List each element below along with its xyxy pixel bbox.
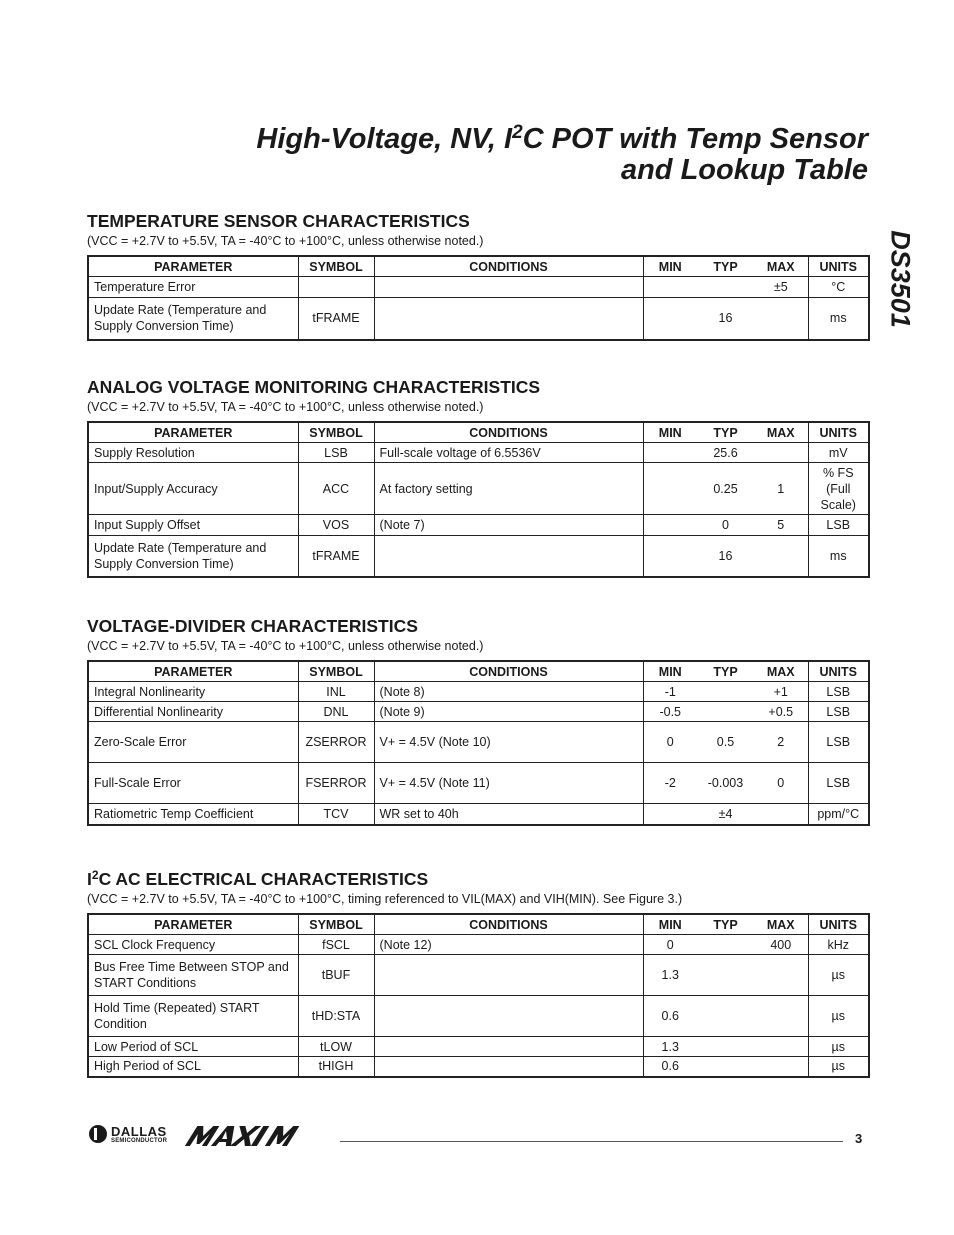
header-min: MIN <box>643 661 697 682</box>
cell-conditions <box>374 536 643 577</box>
maxim-logo <box>182 1124 332 1148</box>
cell-min <box>643 804 697 825</box>
cell-min: 0.6 <box>643 1057 697 1077</box>
cell-units: µs <box>808 1037 869 1057</box>
header-symbol: SYMBOL <box>298 661 374 682</box>
table-header-row <box>88 256 869 277</box>
cell-conditions: V+ = 4.5V (Note 11) <box>374 763 643 804</box>
cell-parameter: Hold Time (Repeated) START Condition <box>88 996 298 1037</box>
cell-max: ±5 <box>754 277 808 298</box>
cell-min: 1.3 <box>643 955 697 996</box>
cell-parameter: Update Rate (Temperature and Supply Conversion Time) <box>88 536 298 577</box>
conditions-note: (VCC = +2.7V to +5.5V, TA = -40°C to +100°C, unless otherwise noted.) <box>87 234 484 248</box>
i2c-ac-table <box>87 913 870 1078</box>
cell-parameter: SCL Clock Frequency <box>88 935 298 955</box>
header-symbol: SYMBOL <box>298 914 374 935</box>
header-units: UNITS <box>808 422 869 443</box>
cell-max: +1 <box>754 682 808 702</box>
temp-sensor-table <box>87 255 870 341</box>
header-conditions: CONDITIONS <box>374 256 643 277</box>
cell-parameter: Supply Resolution <box>88 443 298 463</box>
cell-min <box>643 515 697 536</box>
page-number: 3 <box>855 1131 863 1146</box>
table-row <box>88 682 869 702</box>
table-row <box>88 996 869 1037</box>
table-row <box>88 1057 869 1077</box>
cell-typ <box>697 682 754 702</box>
cell-typ: 0.5 <box>697 722 754 763</box>
cell-typ: 16 <box>697 298 754 340</box>
page-title <box>256 124 868 186</box>
cell-min: -1 <box>643 682 697 702</box>
table-row <box>88 702 869 722</box>
cell-units: ms <box>808 298 869 340</box>
table-row <box>88 955 869 996</box>
cell-typ <box>697 702 754 722</box>
section-title: TEMPERATURE SENSOR CHARACTERISTICS <box>87 211 470 231</box>
cell-units: LSB <box>808 682 869 702</box>
cell-parameter: Full-Scale Error <box>88 763 298 804</box>
cell-max <box>754 443 808 463</box>
header-min: MIN <box>643 422 697 443</box>
cell-units: kHz <box>808 935 869 955</box>
cell-min <box>643 443 697 463</box>
header-parameter: PARAMETER <box>88 914 298 935</box>
cell-parameter: Low Period of SCL <box>88 1037 298 1057</box>
cell-conditions: WR set to 40h <box>374 804 643 825</box>
header-units: UNITS <box>808 661 869 682</box>
conditions-note: (VCC = +2.7V to +5.5V, TA = -40°C to +100°C, timing referenced to VIL(MAX) and VIH(MIN). See Figure 3.) <box>87 892 683 906</box>
cell-conditions <box>374 996 643 1037</box>
cell-symbol: tHD:STA <box>298 996 374 1037</box>
header-typ: TYP <box>697 256 754 277</box>
cell-min <box>643 536 697 577</box>
section-title: $I^2C$ AC ELECTRICAL CHARACTERISTICS <box>87 868 429 889</box>
table-row <box>88 463 869 515</box>
cell-min <box>643 463 697 515</box>
cell-parameter: Integral Nonlinearity <box>88 682 298 702</box>
cell-typ <box>697 277 754 298</box>
table-row <box>88 298 869 340</box>
cell-max <box>754 955 808 996</box>
cell-symbol: LSB <box>298 443 374 463</box>
cell-conditions <box>374 298 643 340</box>
cell-typ <box>697 935 754 955</box>
header-max: MAX <box>754 914 808 935</box>
dallas-mark-icon <box>89 1125 107 1143</box>
conditions-note: (VCC = +2.7V to +5.5V, TA = -40°C to +100°C, unless otherwise noted.) <box>87 639 484 653</box>
cell-conditions: (Note 12) <box>374 935 643 955</box>
header-max: MAX <box>754 422 808 443</box>
conditions-note: (VCC = +2.7V to +5.5V, TA = -40°C to +100°C, unless otherwise noted.) <box>87 400 484 414</box>
section-title: VOLTAGE-DIVIDER CHARACTERISTICS <box>87 616 418 636</box>
cell-max <box>754 1037 808 1057</box>
cell-parameter: Zero-Scale Error <box>88 722 298 763</box>
cell-max: 400 <box>754 935 808 955</box>
cell-symbol: TCV <box>298 804 374 825</box>
cell-parameter: High Period of SCL <box>88 1057 298 1077</box>
cell-units: ppm/°C <box>808 804 869 825</box>
header-parameter: PARAMETER <box>88 661 298 682</box>
table-header-row <box>88 914 869 935</box>
table-row <box>88 763 869 804</box>
cell-typ <box>697 955 754 996</box>
cell-max: 1 <box>754 463 808 515</box>
header-symbol: SYMBOL <box>298 422 374 443</box>
header-min: MIN <box>643 914 697 935</box>
cell-parameter: Input/Supply Accuracy <box>88 463 298 515</box>
footer-rule <box>340 1141 843 1142</box>
cell-parameter: Differential Nonlinearity <box>88 702 298 722</box>
cell-symbol: tLOW <box>298 1037 374 1057</box>
cell-symbol: tBUF <box>298 955 374 996</box>
cell-min: -2 <box>643 763 697 804</box>
cell-conditions <box>374 1057 643 1077</box>
cell-units: µs <box>808 1057 869 1077</box>
table-row <box>88 1037 869 1057</box>
table-header-row <box>88 422 869 443</box>
cell-conditions <box>374 1037 643 1057</box>
header-units: UNITS <box>808 914 869 935</box>
cell-symbol: fSCL <box>298 935 374 955</box>
cell-symbol: DNL <box>298 702 374 722</box>
cell-symbol: FSERROR <box>298 763 374 804</box>
cell-min: -0.5 <box>643 702 697 722</box>
cell-typ: 25.6 <box>697 443 754 463</box>
voltage-divider-section <box>87 616 867 826</box>
header-typ: TYP <box>697 661 754 682</box>
cell-parameter: Ratiometric Temp Coefficient <box>88 804 298 825</box>
cell-parameter: Update Rate (Temperature and Supply Conversion Time) <box>88 298 298 340</box>
table-row <box>88 515 869 536</box>
cell-max <box>754 1057 808 1077</box>
cell-typ: 0 <box>697 515 754 536</box>
dallas-semiconductor-logo: DALLAS SEMICONDUCTOR <box>89 1124 177 1148</box>
cell-min <box>643 277 697 298</box>
cell-units: mV <box>808 443 869 463</box>
cell-typ: -0.003 <box>697 763 754 804</box>
table-header-row <box>88 661 869 682</box>
cell-min <box>643 298 697 340</box>
title-line-1: High-Voltage, NV, $I^2C$ POT with Temp Sensor <box>256 122 868 155</box>
cell-max <box>754 298 808 340</box>
cell-parameter: Bus Free Time Between STOP and START Conditions <box>88 955 298 996</box>
cell-symbol <box>298 277 374 298</box>
header-conditions: CONDITIONS <box>374 661 643 682</box>
cell-parameter: Temperature Error <box>88 277 298 298</box>
table-row <box>88 722 869 763</box>
cell-symbol: tFRAME <box>298 298 374 340</box>
voltage-divider-table <box>87 660 870 826</box>
cell-symbol: INL <box>298 682 374 702</box>
cell-units: µs <box>808 955 869 996</box>
analog-voltage-section <box>87 377 867 578</box>
cell-units: LSB <box>808 763 869 804</box>
table-row <box>88 443 869 463</box>
table-row <box>88 804 869 825</box>
cell-symbol: tHIGH <box>298 1057 374 1077</box>
cell-symbol: VOS <box>298 515 374 536</box>
section-title: ANALOG VOLTAGE MONITORING CHARACTERISTICS <box>87 377 541 397</box>
i2c-ac-section <box>87 869 867 1078</box>
header-parameter: PARAMETER <box>88 422 298 443</box>
cell-conditions <box>374 277 643 298</box>
cell-conditions: V+ = 4.5V (Note 10) <box>374 722 643 763</box>
analog-voltage-table <box>87 421 870 578</box>
header-typ: TYP <box>697 422 754 443</box>
header-max: MAX <box>754 661 808 682</box>
cell-max: 2 <box>754 722 808 763</box>
header-parameter: PARAMETER <box>88 256 298 277</box>
cell-max <box>754 804 808 825</box>
cell-units: % FS (Full Scale) <box>808 463 869 515</box>
part-number-side-label: DS3501 <box>885 230 916 328</box>
cell-units: LSB <box>808 515 869 536</box>
cell-max: 5 <box>754 515 808 536</box>
temp-sensor-section <box>87 211 867 341</box>
table-row <box>88 277 869 298</box>
cell-units: ms <box>808 536 869 577</box>
cell-typ: ±4 <box>697 804 754 825</box>
cell-max: 0 <box>754 763 808 804</box>
cell-units: LSB <box>808 702 869 722</box>
cell-typ <box>697 1037 754 1057</box>
title-line-2: and Lookup Table <box>620 154 868 186</box>
cell-min: 0.6 <box>643 996 697 1037</box>
cell-symbol: ZSERROR <box>298 722 374 763</box>
table-row <box>88 935 869 955</box>
cell-symbol: ACC <box>298 463 374 515</box>
cell-min: 0 <box>643 722 697 763</box>
header-symbol: SYMBOL <box>298 256 374 277</box>
cell-conditions: (Note 8) <box>374 682 643 702</box>
cell-max: +0.5 <box>754 702 808 722</box>
cell-typ <box>697 1057 754 1077</box>
header-units: UNITS <box>808 256 869 277</box>
cell-units: °C <box>808 277 869 298</box>
table-row <box>88 536 869 577</box>
cell-conditions: (Note 9) <box>374 702 643 722</box>
header-min: MIN <box>643 256 697 277</box>
cell-max <box>754 536 808 577</box>
header-conditions: CONDITIONS <box>374 914 643 935</box>
cell-min: 0 <box>643 935 697 955</box>
cell-parameter: Input Supply Offset <box>88 515 298 536</box>
cell-typ <box>697 996 754 1037</box>
cell-typ: 0.25 <box>697 463 754 515</box>
cell-conditions <box>374 955 643 996</box>
cell-units: LSB <box>808 722 869 763</box>
header-conditions: CONDITIONS <box>374 422 643 443</box>
cell-conditions: (Note 7) <box>374 515 643 536</box>
header-typ: TYP <box>697 914 754 935</box>
cell-min: 1.3 <box>643 1037 697 1057</box>
cell-max <box>754 996 808 1037</box>
cell-conditions: Full-scale voltage of 6.5536V <box>374 443 643 463</box>
cell-units: µs <box>808 996 869 1037</box>
cell-conditions: At factory setting <box>374 463 643 515</box>
cell-typ: 16 <box>697 536 754 577</box>
cell-symbol: tFRAME <box>298 536 374 577</box>
header-max: MAX <box>754 256 808 277</box>
